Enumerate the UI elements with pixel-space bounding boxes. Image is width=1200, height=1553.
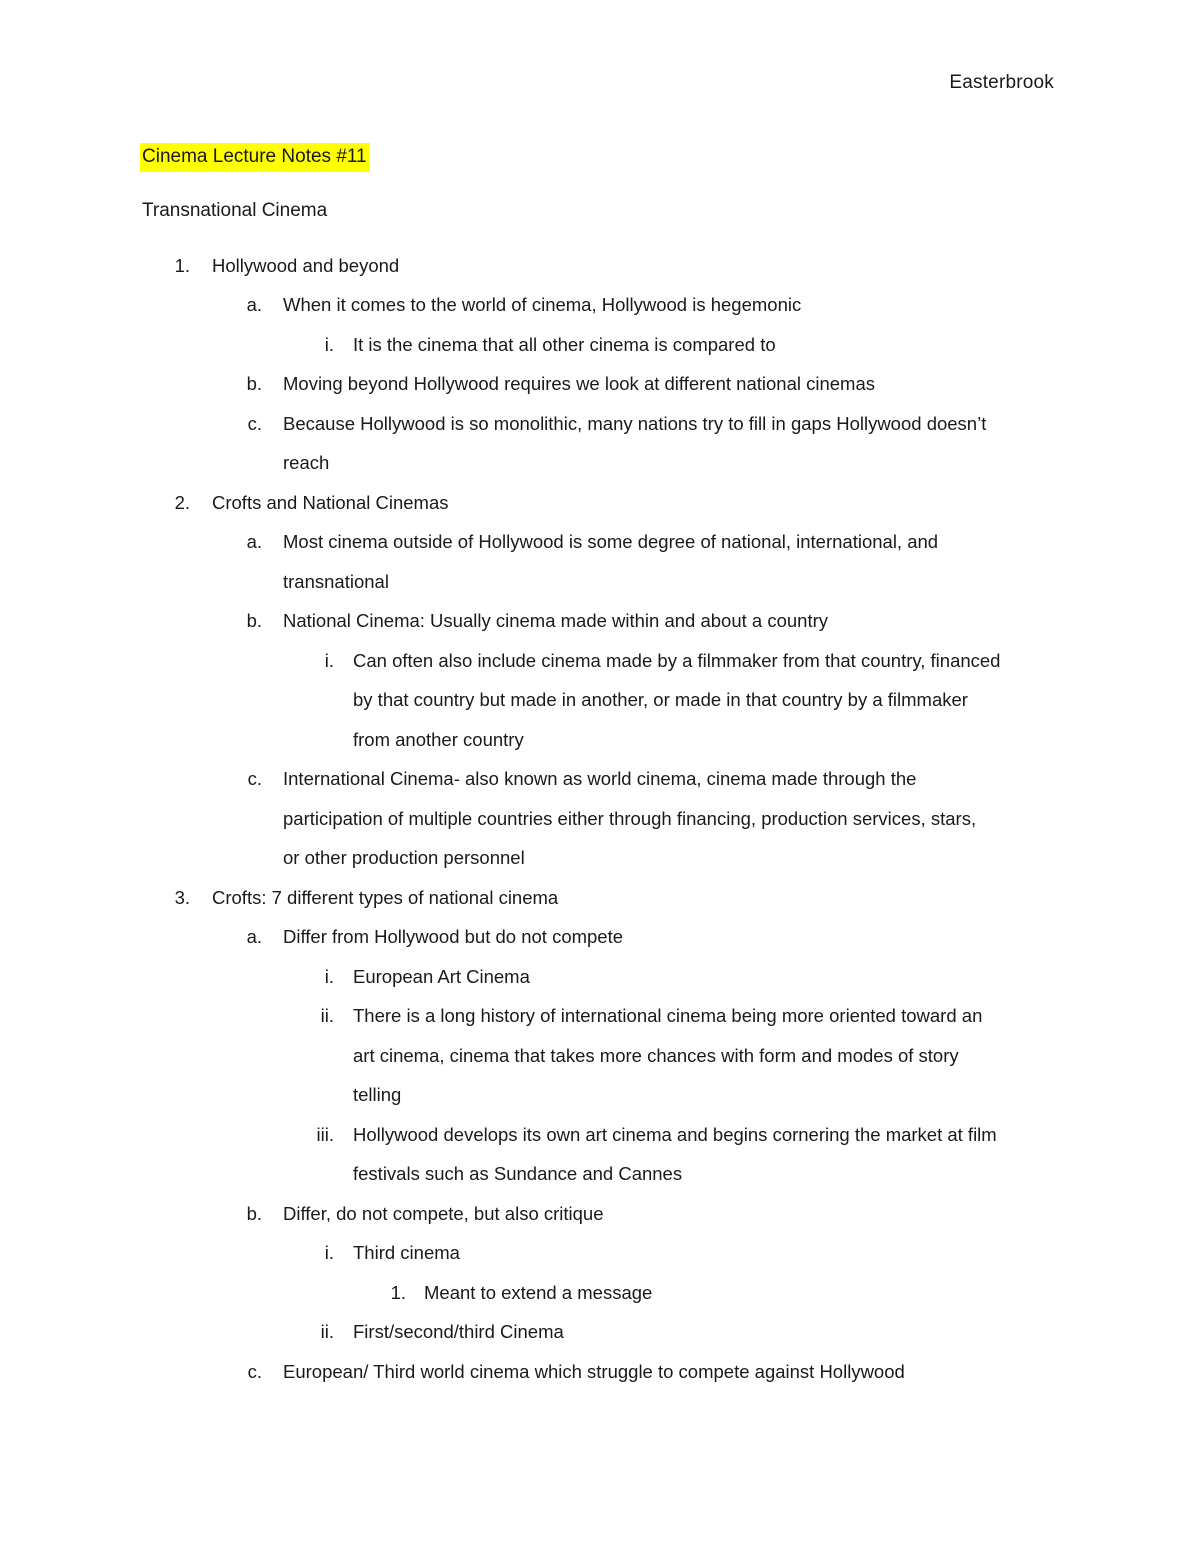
list-item-text: telling (353, 1084, 402, 1105)
list-item-text: Hollywood develops its own art cinema and begins cornering the market at film (353, 1124, 997, 1145)
list-marker: c. (247, 1361, 262, 1382)
list-item-text: Hollywood and beyond (212, 255, 400, 276)
list-marker: i. (324, 966, 334, 987)
list-item-text: art cinema, cinema that takes more chances with form and modes of story (353, 1045, 959, 1066)
list-item-text: International Cinema- also known as world cinema, cinema made through the (283, 768, 917, 789)
list-marker: 1. (390, 1282, 406, 1303)
list-item-text: from another country (353, 729, 524, 750)
list-marker: ii. (320, 1005, 334, 1026)
list-item-text: There is a long history of international cinema being more oriented toward an (353, 1005, 983, 1026)
list-item-text: Because Hollywood is so monolithic, many nations try to fill in gaps Hollywood doesn’t (283, 413, 987, 434)
list-marker: ii. (320, 1321, 334, 1342)
list-item-text: Crofts and National Cinemas (212, 492, 449, 513)
list-item-text: First/second/third Cinema (353, 1321, 564, 1342)
list-marker: b. (246, 610, 262, 631)
list-marker: a. (246, 926, 262, 947)
list-item-text: European Art Cinema (353, 966, 530, 987)
list-marker: a. (246, 531, 262, 552)
list-marker: b. (246, 373, 262, 394)
document-subtitle: Transnational Cinema (142, 200, 328, 221)
list-marker: 1. (174, 255, 190, 276)
list-item-text: festivals such as Sundance and Cannes (353, 1163, 683, 1184)
list-item-text: reach (283, 452, 330, 473)
list-marker: c. (247, 413, 262, 434)
list-item-text: Meant to extend a message (424, 1282, 653, 1303)
list-marker: b. (246, 1203, 262, 1224)
list-item-text: Differ from Hollywood but do not compete (283, 926, 624, 947)
document-title: Cinema Lecture Notes #11 (140, 143, 370, 172)
list-item-text: Most cinema outside of Hollywood is some degree of national, international, and (283, 531, 939, 552)
list-item-text: European/ Third world cinema which struggle to compete against Hollywood (283, 1361, 905, 1382)
list-marker: c. (247, 768, 262, 789)
list-item-text: When it comes to the world of cinema, Hollywood is hegemonic (283, 294, 802, 315)
list-marker: i. (324, 1242, 334, 1263)
list-marker: a. (246, 294, 262, 315)
list-item-text: Can often also include cinema made by a filmmaker from that country, financed (353, 650, 1001, 671)
header-author: Easterbrook (949, 72, 1054, 93)
list-item-text: by that country but made in another, or made in that country by a filmmaker (353, 689, 968, 710)
list-marker: i. (324, 334, 334, 355)
list-item-text: transnational (283, 571, 389, 592)
list-item-text: or other production personnel (283, 847, 525, 868)
list-item-text: National Cinema: Usually cinema made within and about a country (283, 610, 829, 631)
list-marker: 3. (174, 887, 190, 908)
list-item-text: participation of multiple countries either through financing, production services, stars, (283, 808, 977, 829)
list-item-text: Third cinema (353, 1242, 460, 1263)
list-marker: iii. (316, 1124, 334, 1145)
list-item-text: Crofts: 7 different types of national cinema (212, 887, 559, 908)
list-marker: 2. (174, 492, 190, 513)
list-item-text: It is the cinema that all other cinema is compared to (353, 334, 776, 355)
list-marker: i. (324, 650, 334, 671)
list-item-text: Differ, do not compete, but also critique (283, 1203, 604, 1224)
list-item-text: Moving beyond Hollywood requires we look at different national cinemas (283, 373, 875, 394)
